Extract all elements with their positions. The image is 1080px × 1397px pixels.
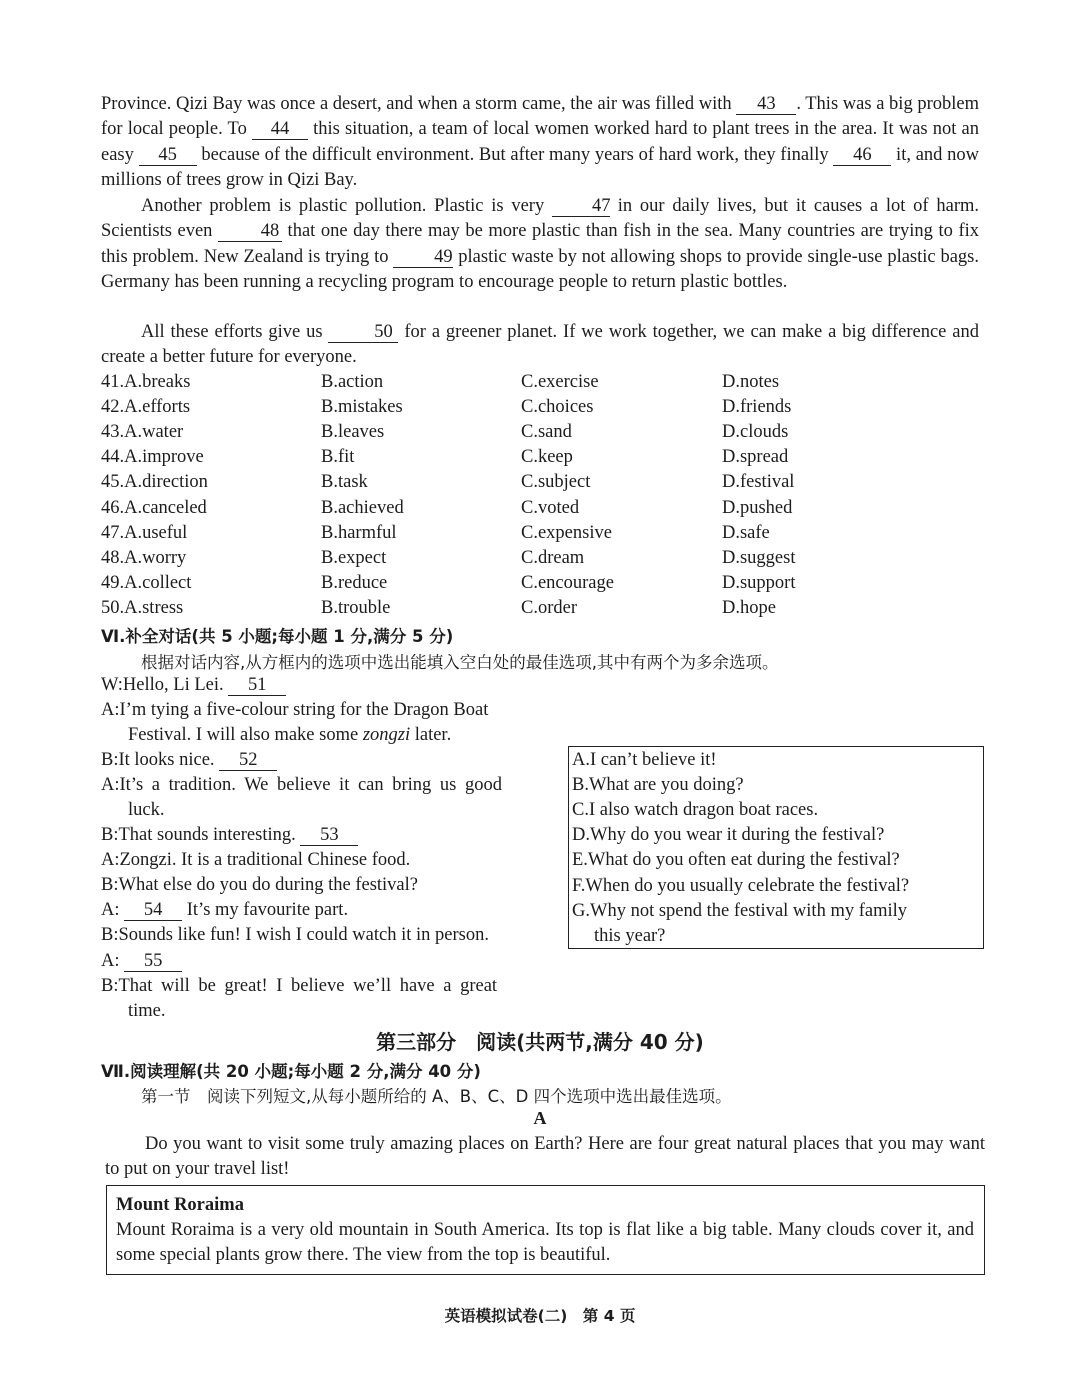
option-50-a: 50.A.stress	[101, 597, 184, 618]
passage-paragraph-1	[101, 92, 979, 193]
option-41-c: C.exercise	[521, 372, 599, 392]
text: A:	[101, 900, 125, 920]
option-49-b: B.reduce	[321, 572, 388, 593]
text: that one day there may be more plastic than fish in the sea. Many countries are trying to fix this problem. New Zealand is trying to	[101, 221, 980, 267]
text: because of the difficult environment. But after many years of hard work, they finally	[196, 144, 834, 165]
dialogue-line-14: time.	[128, 1001, 166, 1021]
dialogue-line-12	[101, 951, 182, 972]
text: W:Hello, Li Lei.	[101, 675, 229, 695]
passage-paragraph-3	[101, 320, 979, 371]
option-47-b: B.harmful	[321, 522, 397, 543]
option-50-b: B.trouble	[321, 597, 391, 618]
option-46-a: 46.A.canceled	[101, 497, 207, 518]
dialogue-line-4	[101, 750, 277, 771]
dialogue-line-6: luck.	[128, 800, 165, 820]
dialogue-line-3	[128, 725, 451, 746]
dialogue-line-2: A:I’m tying a five-colour string for the Dragon Boat	[101, 700, 489, 720]
option-44-b: B.fit	[321, 447, 355, 468]
option-47-d: D.safe	[722, 522, 770, 543]
page-footer: 英语模拟试卷(二) 第 4 页	[444, 1307, 636, 1325]
blank-51: 51	[228, 675, 286, 696]
blank-53: 53	[300, 825, 358, 846]
mount-roraima-title: Mount Roraima	[116, 1195, 244, 1215]
choice-line-7: G.Why not spend the festival with my family	[572, 900, 907, 921]
dialogue-line-8: A:Zongzi. It is a traditional Chinese food.	[101, 850, 411, 870]
option-49-a: 49.A.collect	[101, 572, 192, 593]
option-45-c: C.subject	[521, 472, 591, 493]
section-7-heading: Ⅶ.阅读理解(共 20 小题;每小题 2 分,满分 40 分)	[101, 1062, 481, 1081]
option-46-b: B.achieved	[321, 497, 404, 518]
dialogue-line-5: A:It’s a tradition. We believe it can bring us good	[101, 775, 503, 795]
option-44-a: 44.A.improve	[101, 447, 204, 468]
blank-50: 50	[328, 322, 398, 343]
option-42-c: C.choices	[521, 397, 594, 418]
blank-43: 43	[736, 94, 796, 115]
blank-48: 48	[218, 221, 282, 242]
choice-line-6: F.When do you usually celebrate the festival?	[572, 875, 910, 896]
zongzi-italic: zongzi	[362, 725, 411, 745]
choice-line-1: A.I can’t believe it!	[572, 750, 717, 770]
blank-46: 46	[833, 145, 891, 166]
dialogue-line-9: B:What else do you do during the festival?	[101, 875, 418, 895]
text: B:That sounds interesting.	[101, 825, 301, 845]
option-43-b: B.leaves	[321, 422, 385, 443]
text: for a greener planet. If we work together, we can make a big difference and create a better future for everyone.	[101, 322, 979, 368]
section-6-heading: Ⅵ.补全对话(共 5 小题;每小题 1 分,满分 5 分)	[101, 627, 454, 646]
part-3-title: 第三部分 阅读(共两节,满分 40 分)	[376, 1030, 704, 1054]
option-49-c: C.encourage	[521, 572, 614, 593]
option-41-a: 41.A.breaks	[101, 372, 191, 392]
blank-52: 52	[219, 750, 277, 771]
option-49-d: D.support	[722, 572, 796, 593]
option-45-a: 45.A.direction	[101, 472, 208, 493]
text: . This was a big problem for local people. To	[101, 94, 979, 140]
passage-paragraph-2	[101, 194, 979, 295]
section-6-instruction: 根据对话内容,从方框内的选项中选出能填入空白处的最佳选项,其中有两个为多余选项。	[141, 653, 779, 672]
choice-line-8: this year?	[594, 925, 666, 946]
option-48-d: D.suggest	[722, 547, 796, 568]
choice-line-3: C.I also watch dragon boat races.	[572, 800, 819, 821]
text: Province. Qizi Bay was once a desert, and when a storm came, the air was filled with	[101, 94, 737, 114]
blank-54: 54	[124, 900, 182, 921]
option-47-c: C.expensive	[521, 522, 612, 543]
blank-45: 45	[139, 145, 197, 166]
dialogue-line-13: B:That will be great! I believe we’ll have a great	[101, 976, 498, 996]
text: Another problem is plastic pollution. Plastic is very	[141, 196, 552, 216]
passage-label-a: A	[533, 1108, 547, 1128]
option-48-b: B.expect	[321, 547, 387, 568]
dialogue-line-1	[101, 675, 286, 696]
option-43-a: 43.A.water	[101, 422, 184, 443]
mount-roraima-text: Mount Roraima is a very old mountain in South America. Its top is flat like a big table. Many clouds cover it, and some special plants grow there. The view from the top is beautiful.	[116, 1220, 974, 1266]
option-41-d: D.notes	[722, 372, 780, 392]
dialogue-line-11: B:Sounds like fun! I wish I could watch it in person.	[101, 925, 489, 945]
option-46-c: C.voted	[521, 497, 580, 518]
text: It’s my favourite part.	[182, 900, 349, 920]
option-43-d: D.clouds	[722, 422, 789, 443]
blank-55: 55	[124, 951, 182, 972]
text: Festival. I will also make some	[128, 725, 363, 745]
option-48-c: C.dream	[521, 547, 585, 568]
option-44-c: C.keep	[521, 447, 573, 468]
choice-line-5: E.What do you often eat during the festival?	[572, 850, 900, 871]
option-42-b: B.mistakes	[321, 397, 403, 418]
text: in our daily lives, but it causes a lot of harm. Scientists even	[101, 196, 979, 242]
option-41-b: B.action	[321, 372, 384, 392]
option-45-d: D.festival	[722, 472, 795, 493]
text: B:It looks nice.	[101, 750, 220, 770]
dialogue-line-10	[101, 900, 348, 921]
section-7-sub1: 第一节 阅读下列短文,从每小题所给的 A、B、C、D 四个选项中选出最佳选项。	[141, 1087, 732, 1106]
text: it, and now millions of trees grow in Qizi Bay.	[101, 144, 979, 190]
blank-44: 44	[252, 119, 308, 140]
text: later.	[410, 725, 452, 745]
text: A:	[101, 951, 125, 971]
option-45-b: B.task	[321, 472, 368, 493]
option-48-a: 48.A.worry	[101, 547, 187, 568]
option-42-d: D.friends	[722, 397, 792, 418]
option-44-d: D.spread	[722, 447, 789, 468]
option-50-c: C.order	[521, 597, 577, 618]
choice-line-2: B.What are you doing?	[572, 775, 744, 796]
option-47-a: 47.A.useful	[101, 522, 188, 543]
reading-intro: Do you want to visit some truly amazing places on Earth? Here are four great natural places that you may want to put on your travel list!	[105, 1134, 985, 1180]
text: plastic waste by not allowing shops to provide single-use plastic bags. Germany has been running a recycling program to encourage people to return plastic bottles.	[101, 246, 980, 292]
option-42-a: 42.A.efforts	[101, 397, 191, 418]
text: this situation, a team of local women worked hard to plant trees in the area. It was not an easy	[101, 119, 979, 165]
blank-49: 49	[393, 247, 453, 268]
option-46-d: D.pushed	[722, 497, 793, 518]
blank-47: 47	[552, 196, 610, 217]
option-50-d: D.hope	[722, 597, 776, 618]
dialogue-line-7	[101, 825, 358, 846]
option-43-c: C.sand	[521, 422, 572, 443]
text: All these efforts give us	[141, 322, 329, 342]
choice-line-4: D.Why do you wear it during the festival?	[572, 825, 885, 846]
